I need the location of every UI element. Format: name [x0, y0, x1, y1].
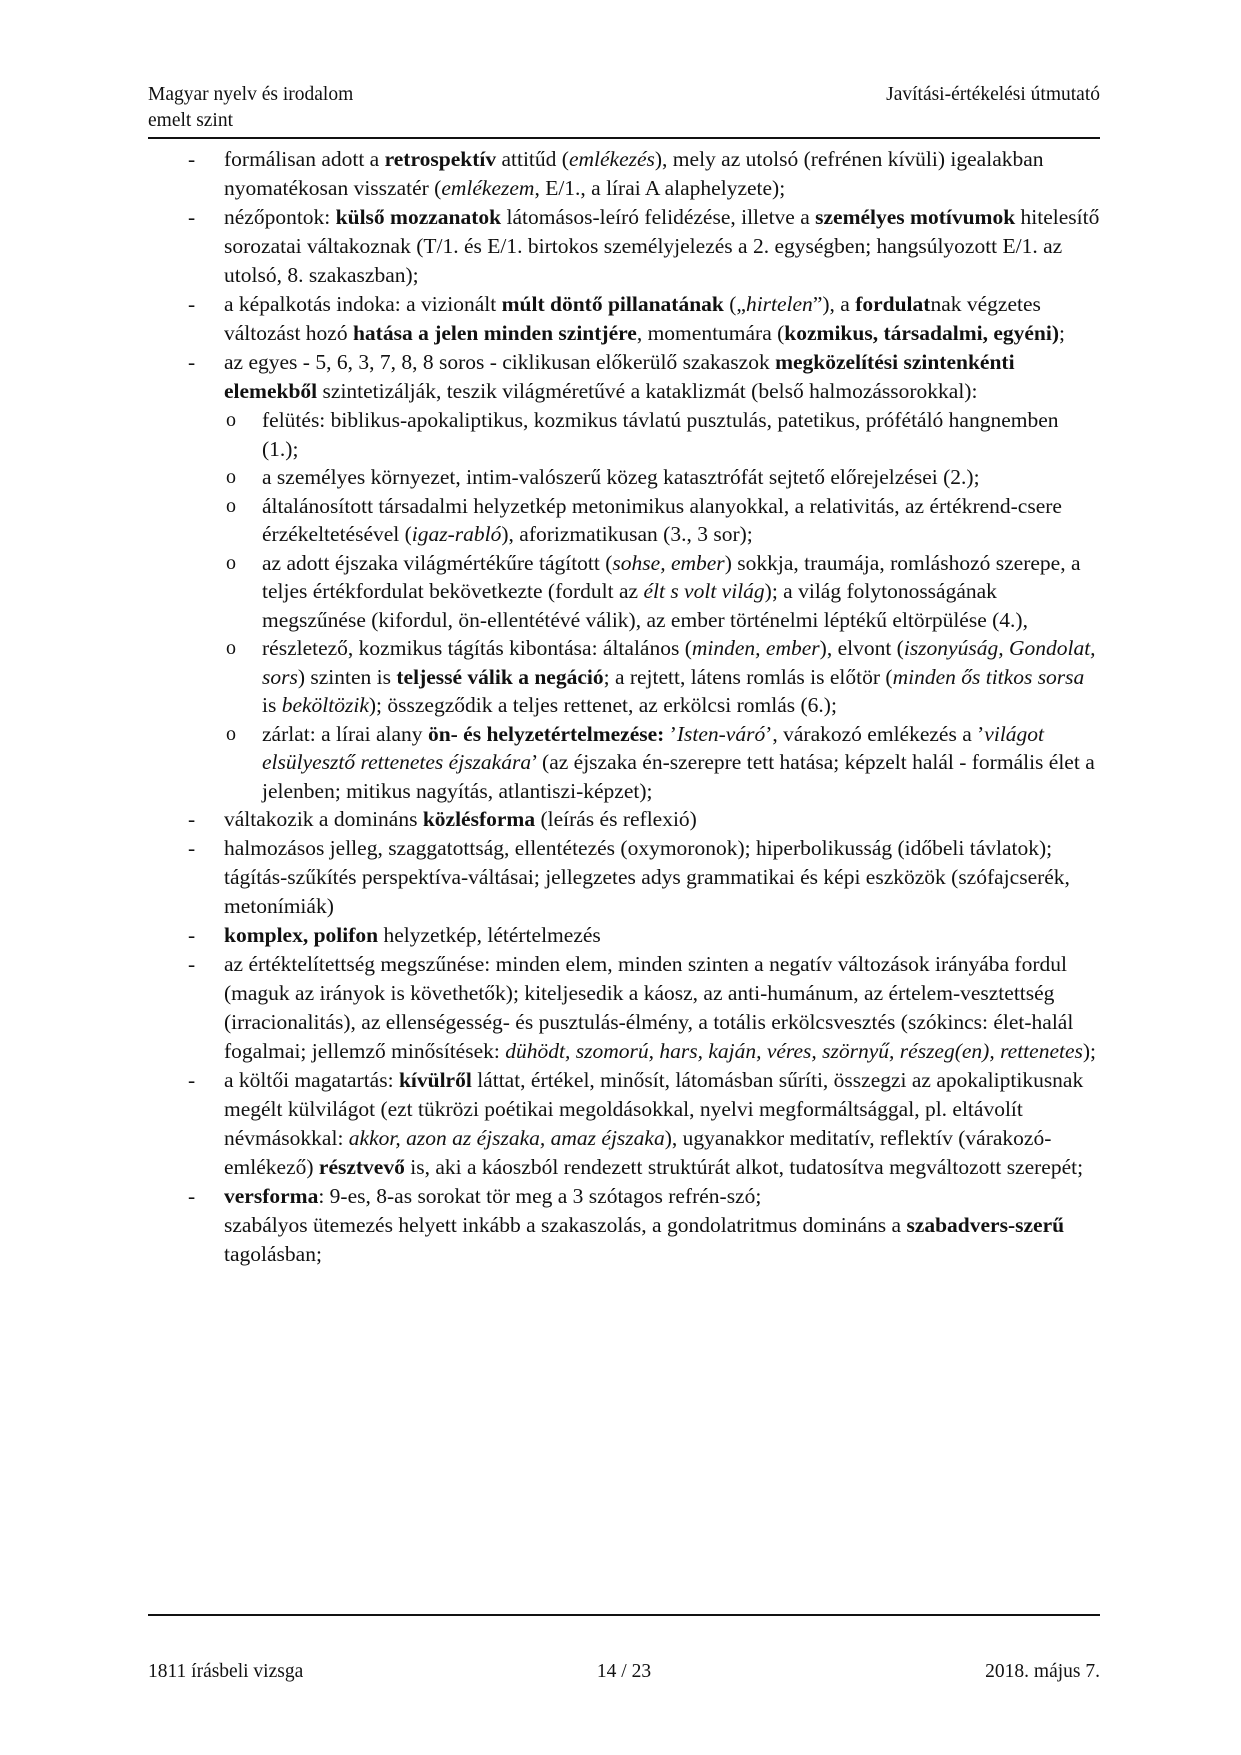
dash-bullet-icon: -: [188, 836, 196, 860]
dash-bullet-icon: -: [188, 807, 196, 831]
bold-term: résztvevő: [318, 1155, 405, 1179]
text-run: ), elvont (: [819, 636, 904, 660]
text-run: láttat, értékel, minősít, látomásban sűríti, összegzi az apokaliptikusnak megélt külvilágot (ezt tükrözi poétikai megoldásokkal, nyelvi megformáltsággal, pl. eltávolít névmásokkal:: [224, 1068, 1084, 1150]
text-run: a személyes környezet, intim-valószerű közeg katasztrófát sejtető előrejelzései (2.);: [262, 465, 980, 489]
bold-term: ön- és helyzetértelmezése:: [427, 721, 665, 746]
list-item-text: [224, 1068, 1083, 1179]
text-run: az egyes - 5, 6, 3, 7, 8, 8 soros - ciklikusan előkerülő szakaszok: [224, 350, 776, 374]
text-run: ); összegződik a teljes rettenet, az erkölcsi romlás (6.);: [368, 693, 837, 717]
list-item: [148, 805, 1100, 834]
italic-quote: emlékezés: [568, 147, 655, 171]
italic-quote: igaz-rabló: [411, 522, 502, 546]
text-run: ’: [664, 721, 677, 746]
circle-bullet-icon: o: [226, 722, 236, 745]
list-item-text: [262, 551, 1081, 632]
list-item: [148, 950, 1100, 1066]
italic-quote: iszonyúság, Gondolat, sors: [262, 636, 1096, 689]
text-run: nak végzetes változást hozó: [224, 292, 1041, 345]
bold-term: múlt döntő pillanatának: [501, 292, 724, 316]
list-item-text: [224, 952, 1096, 1063]
dash-bullet-icon: -: [188, 923, 196, 947]
sub-list-item: [148, 634, 1100, 720]
circle-bullet-icon: o: [226, 494, 236, 517]
body-content: [148, 145, 1100, 1269]
sub-list-item: [148, 549, 1100, 635]
sub-list-item: [148, 720, 1100, 806]
list-item: [148, 921, 1100, 950]
italic-quote: emlékezem: [441, 176, 535, 200]
text-run: attitűd (: [496, 147, 569, 171]
dash-bullet-icon: -: [188, 205, 196, 229]
list-item-text: [224, 292, 1065, 345]
dash-bullet-icon: -: [188, 147, 196, 171]
text-run: a képalkotás indoka: a vizionált: [224, 292, 502, 316]
bold-term: retrospektív: [384, 147, 497, 171]
list-item-text: [224, 923, 601, 947]
text-run: szintetizálják, teszik világméretűvé a kataklizmát (belső halmozássorokkal):: [317, 379, 978, 403]
italic-quote: Isten-váró: [676, 721, 766, 746]
text-run: az értéktelítettség megszűnése: minden elem, minden szinten a negatív változások irányába fordul (maguk az irányok is követhetők); kiteljesedik a káosz, az anti-humánum, az értelem-vesztettség (irracionalitás), az ellenségesség- és pusztulás-élmény, a totális erkölcsvesztés (szókincs: élet-halál fogalmai; jellemző minősítések:: [224, 952, 1074, 1063]
text-run: nézőpontok:: [224, 205, 336, 229]
dash-bullet-icon: -: [188, 292, 196, 316]
text-run: : 9-es, 8-as sorokat tör meg a 3 szótagos refrén-szó;: [318, 1184, 762, 1208]
text-run: ’, várakozó emlékezés a ’: [765, 721, 985, 746]
italic-quote: beköltözik: [281, 693, 369, 717]
circle-bullet-icon: o: [226, 637, 236, 659]
text-run: ) sokkja, traumája, romláshozó szerepe, a teljes értékfordulat bekövetkezte (fordult az: [262, 550, 1081, 603]
list-item: [148, 203, 1100, 290]
text-run: halmozásos jelleg, szaggatottság, ellentétezés (oxymoronok); hiperbolikusság (időbeli távlatok); tágítás-szűkítés perspektíva-váltásai; jellegzetes adys grammatikai és képi eszközök (szófajcserék, metonímiák): [224, 836, 1070, 918]
footer-date: 2018. május 7.: [985, 1661, 1100, 1682]
text-run: (leírás és reflexió): [535, 807, 697, 831]
list-item-text: [224, 836, 1070, 918]
list-item-text: [262, 494, 1062, 547]
italic-quote: dühödt, szomorú, hars, kaján, véres, szörnyű, részeg(en), rettenetes: [505, 1039, 1083, 1063]
circle-bullet-icon: o: [226, 551, 236, 574]
bold-term: hatása a jelen minden szintjére: [352, 321, 637, 345]
list-item-text: [224, 147, 1044, 200]
header-level: emelt szint: [148, 110, 234, 131]
text-run: ”), a: [812, 292, 856, 316]
list-item: [148, 834, 1100, 921]
text-run: formálisan adott a: [224, 147, 385, 171]
list-item-text: [224, 205, 1099, 287]
text-run: látomásos-leíró felidézése, illetve a: [501, 205, 816, 229]
text-run: , E/1., a lírai A alaphelyzete);: [534, 176, 786, 200]
text-run: ;: [1059, 321, 1066, 345]
header-left: [148, 82, 353, 134]
text-run: ), ugyanakkor meditatív, reflektív (várakozó-emlékező): [224, 1126, 1052, 1179]
text-run: hitelesítő sorozatai váltakoznak (T/1. és E/1. birtokos személyjelezés a 2. egységben; hangsúlyozott E/1. az utolsó, 8. szakaszban);: [224, 205, 1100, 287]
footer-page-number: 14 / 23: [596, 1661, 652, 1682]
text-run: általánosított társadalmi helyzetkép metonimikus alanyokkal, a relativitás, az értékrend-csere érzékeltetésével (: [262, 493, 1062, 546]
text-run: ) szinten is: [297, 664, 397, 689]
bold-term: személyes motívumok: [815, 205, 1016, 229]
text-run: zárlat: a lírai alany: [262, 721, 428, 746]
bold-term: versforma: [224, 1184, 319, 1208]
header-subject: Magyar nyelv és irodalom: [148, 84, 354, 105]
list-item: [148, 145, 1100, 203]
sub-list-item: [148, 463, 1100, 492]
text-run: ); a világ folytonosságának megszűnése (kifordul, ön-ellentétévé válik), az ember történelmi léptékű eltörpülése (4.),: [262, 579, 1028, 632]
text-run: a költői magatartás:: [224, 1068, 399, 1092]
text-run: váltakozik a domináns: [224, 807, 423, 831]
list-item: [148, 1182, 1100, 1269]
text-run: felütés: biblikus-apokaliptikus, kozmikus távlatú pusztulás, patetikus, prófétáló hangnemben (1.);: [262, 408, 1059, 461]
italic-quote: világot elsülyesztő rettenetes éjszakára: [262, 721, 1045, 774]
list-item: [148, 348, 1100, 406]
list-item-text: [262, 408, 1059, 461]
footer-exam: 1811 írásbeli vizsga: [148, 1661, 304, 1682]
list-item-text: [262, 636, 1096, 717]
text-run: ’ (az éjszaka én-szerepre tett hatása; képzelt halál - formális élet a jelenben; mitikus nagyítás, atlantiszi-képzet);: [262, 750, 1095, 803]
italic-quote: minden ős titkos sorsa: [892, 664, 1085, 689]
bold-term: kívülről: [398, 1068, 472, 1092]
bold-term: megközelítési szintenkénti elemekből: [224, 350, 1015, 403]
text-run: ; a rejtett, látens romlás is előtör (: [603, 664, 893, 689]
italic-quote: sohse, ember: [612, 550, 725, 575]
text-run: is, aki a káoszból rendezett struktúrát alkot, tudatosítva megváltozott szerepét;: [404, 1155, 1084, 1179]
italic-quote: hirtelen: [745, 292, 813, 316]
list-item-text: [224, 350, 1015, 403]
dash-bullet-icon: -: [188, 350, 196, 374]
bold-term: közlésforma: [422, 807, 536, 831]
italic-quote: minden, ember: [691, 636, 820, 660]
bold-term: külső mozzanatok: [335, 205, 502, 229]
text-run: ), mely az utolsó (refrénen kívüli) igealakban nyomatékosan visszatér (: [224, 147, 1044, 200]
sub-list-item: [148, 406, 1100, 463]
list-item-text: [224, 1184, 1064, 1266]
footer-divider: [148, 1614, 1100, 1616]
text-run: ), aforizmatikusan (3., 3 sor);: [501, 522, 753, 546]
dash-bullet-icon: -: [188, 1184, 196, 1208]
text-run: részletező, kozmikus tágítás kibontása: általános (: [262, 636, 692, 660]
circle-bullet-icon: o: [226, 409, 236, 431]
dash-bullet-icon: -: [188, 952, 196, 976]
list-item: [148, 290, 1100, 348]
sub-list-item: [148, 492, 1100, 549]
text-run: helyzetkép, létértelmezés: [378, 923, 601, 947]
text-run: is: [262, 693, 282, 717]
text-run: , momentumára (: [636, 321, 785, 345]
bold-term: kozmikus, társadalmi, egyéni): [784, 321, 1060, 345]
italic-quote: akkor, azon az éjszaka, amaz éjszaka: [348, 1126, 665, 1150]
dash-bullet-icon: -: [188, 1068, 196, 1092]
header-doc-type: Javítási-értékelési útmutató: [886, 84, 1100, 105]
italic-quote: élt s volt világ: [643, 579, 765, 603]
text-run: );: [1082, 1039, 1097, 1063]
bold-term: teljessé válik a negáció: [396, 664, 604, 689]
text-run: tagolásban;: [224, 1242, 322, 1266]
circle-bullet-icon: o: [226, 466, 236, 488]
text-run: („: [723, 292, 746, 316]
bold-term: komplex, polifon: [224, 923, 379, 947]
bold-term: szabadvers-szerű: [906, 1213, 1065, 1237]
text-run: az adott éjszaka világmértékűre tágított (: [262, 550, 613, 575]
header-divider: [148, 137, 1100, 139]
bold-term: fordulat: [855, 292, 931, 316]
list-item-text: [224, 807, 697, 831]
text-run: szabályos ütemezés helyett inkább a szakaszolás, a gondolatritmus domináns a: [224, 1213, 907, 1237]
list-item-text: [262, 722, 1095, 803]
list-item-text: [262, 465, 980, 489]
list-item: [148, 1066, 1100, 1182]
